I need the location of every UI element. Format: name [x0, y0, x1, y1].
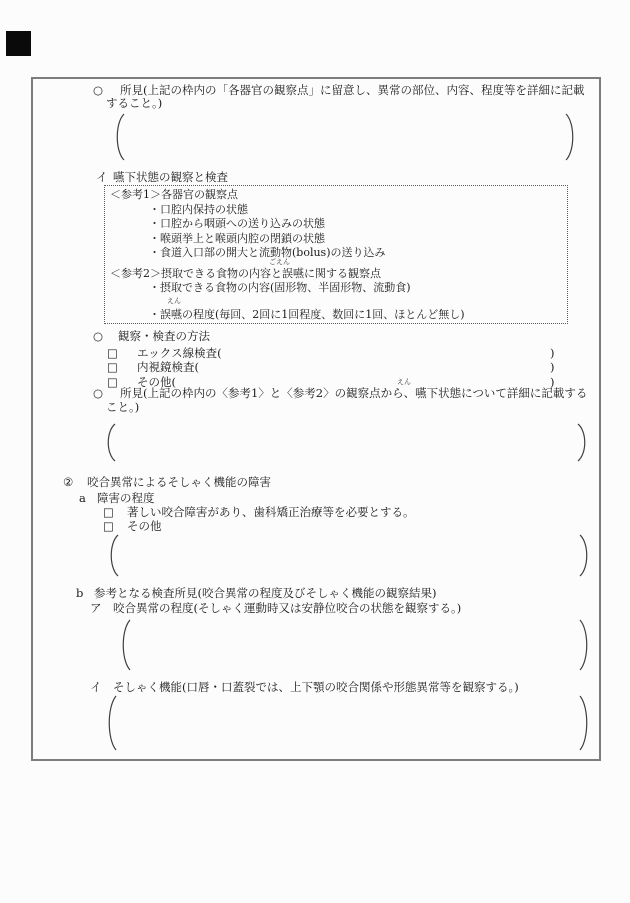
checkbox-endoscope[interactable]: □ — [107, 360, 118, 374]
entry-area-occlusion-degree[interactable] — [118, 619, 592, 671]
checkbox-endoscope-label: 内視鏡検査( — [137, 360, 199, 374]
reference-box — [104, 185, 568, 324]
findings-organs-line1: 所見(上記の枠内の「各器官の観察点」に留意し、異常の部位、内容、程度等を詳細に記載 — [120, 83, 585, 97]
checkbox-xray[interactable]: □ — [107, 345, 118, 360]
checkbox-other-occlusion-label: その他 — [127, 519, 162, 533]
ref2-furigana: ごえん — [269, 258, 290, 266]
right-paren-bracket — [578, 619, 592, 671]
ref1-item: ・口腔から咽頭への送り込みの状態 — [149, 217, 325, 230]
right-paren-bracket — [564, 113, 578, 161]
occlusion-title: 咬合異常によるそしゃく機能の障害 — [87, 475, 271, 489]
findings-swallow-line2: こと。) — [106, 400, 140, 414]
left-paren-bracket — [106, 534, 120, 577]
right-paren-bracket — [576, 423, 590, 462]
occlusion-a-title: 障害の程度 — [97, 490, 155, 505]
findings-swallow-line1: 所見(上記の枠内の〈参考1〉と〈参考2〉の観察点から、嚥下状態について詳細に記載する — [120, 386, 588, 400]
checkbox-other-method[interactable]: □ — [107, 374, 118, 389]
entry-area-mastication[interactable] — [104, 695, 592, 751]
ref1-title: ＜参考1＞各器官の観察点 — [110, 188, 238, 201]
paren-close: ) — [550, 360, 555, 374]
right-paren-bracket — [578, 695, 592, 751]
occlusion-marker: ② — [63, 475, 74, 489]
occlusion-b-title: 参考となる検査所見(咬合異常の程度及びそしゃく機能の観察結果) — [94, 585, 437, 600]
findings-swallow-furigana: えん — [397, 377, 411, 386]
methods-title: 観察・検査の方法 — [118, 329, 210, 343]
checkbox-other-method-label: その他( — [137, 374, 176, 389]
left-paren-bracket — [104, 695, 118, 751]
ref2-item: ・誤嚥の程度(毎回、2回に1回程度、数回に1回、ほとんど無し) — [149, 308, 465, 321]
occlusion-a-marker: a — [79, 490, 86, 505]
checkbox-severe-occlusion[interactable]: □ — [103, 504, 114, 519]
findings-organs-line2: すること。) — [106, 96, 163, 110]
occlusion-b-sub-i-marker: イ — [90, 680, 102, 694]
page-corner-mark — [6, 31, 31, 56]
checkbox-severe-occlusion-label: 著しい咬合障害があり、歯科矯正治療等を必要とする。 — [127, 504, 415, 519]
ref1-item: ・口腔内保持の状態 — [149, 202, 248, 216]
findings-swallow-marker: ○ — [93, 386, 104, 400]
occlusion-b-sub-a-title: 咬合異常の程度(そしゃく運動時又は安静位咬合の状態を観察する。) — [113, 600, 462, 615]
ref1-item: ・食道入口部の開大と流動物(bolus)の送り込み — [149, 246, 386, 259]
checkbox-other-occlusion[interactable]: □ — [103, 519, 114, 533]
ref2-item: ・摂取できる食物の内容(固形物、半固形物、流動食) — [149, 281, 411, 294]
entry-area-findings-swallow[interactable] — [103, 423, 590, 462]
ref1-item: ・喉頭挙上と喉頭内腔の閉鎖の状態 — [149, 231, 325, 245]
paren-close: ) — [550, 345, 555, 360]
occlusion-b-sub-a-marker: ア — [90, 600, 102, 615]
ref2-item2-furigana: えん — [167, 297, 181, 305]
findings-organs-marker: ○ — [93, 83, 104, 97]
left-paren-bracket — [103, 423, 117, 462]
checkbox-xray-label: エックス線検査( — [137, 345, 222, 360]
left-paren-bracket — [118, 619, 132, 671]
methods-marker: ○ — [93, 329, 104, 343]
ref2-title: ＜参考2＞摂取できる食物の内容と誤嚥に関する観察点 — [110, 266, 381, 280]
swallowing-marker: イ — [96, 170, 108, 184]
entry-area-other-occlusion[interactable] — [106, 534, 592, 577]
paren-close: ) — [550, 374, 555, 389]
left-paren-bracket — [112, 113, 126, 161]
entry-area-findings-organs[interactable] — [112, 113, 578, 161]
right-paren-bracket — [578, 534, 592, 577]
swallowing-title: 嚥下状態の観察と検査 — [113, 170, 228, 184]
occlusion-b-marker: b — [76, 585, 84, 600]
occlusion-b-sub-i-title: そしゃく機能(口唇・口蓋裂では、上下顎の咬合関係や形態異常等を観察する。) — [113, 680, 519, 694]
